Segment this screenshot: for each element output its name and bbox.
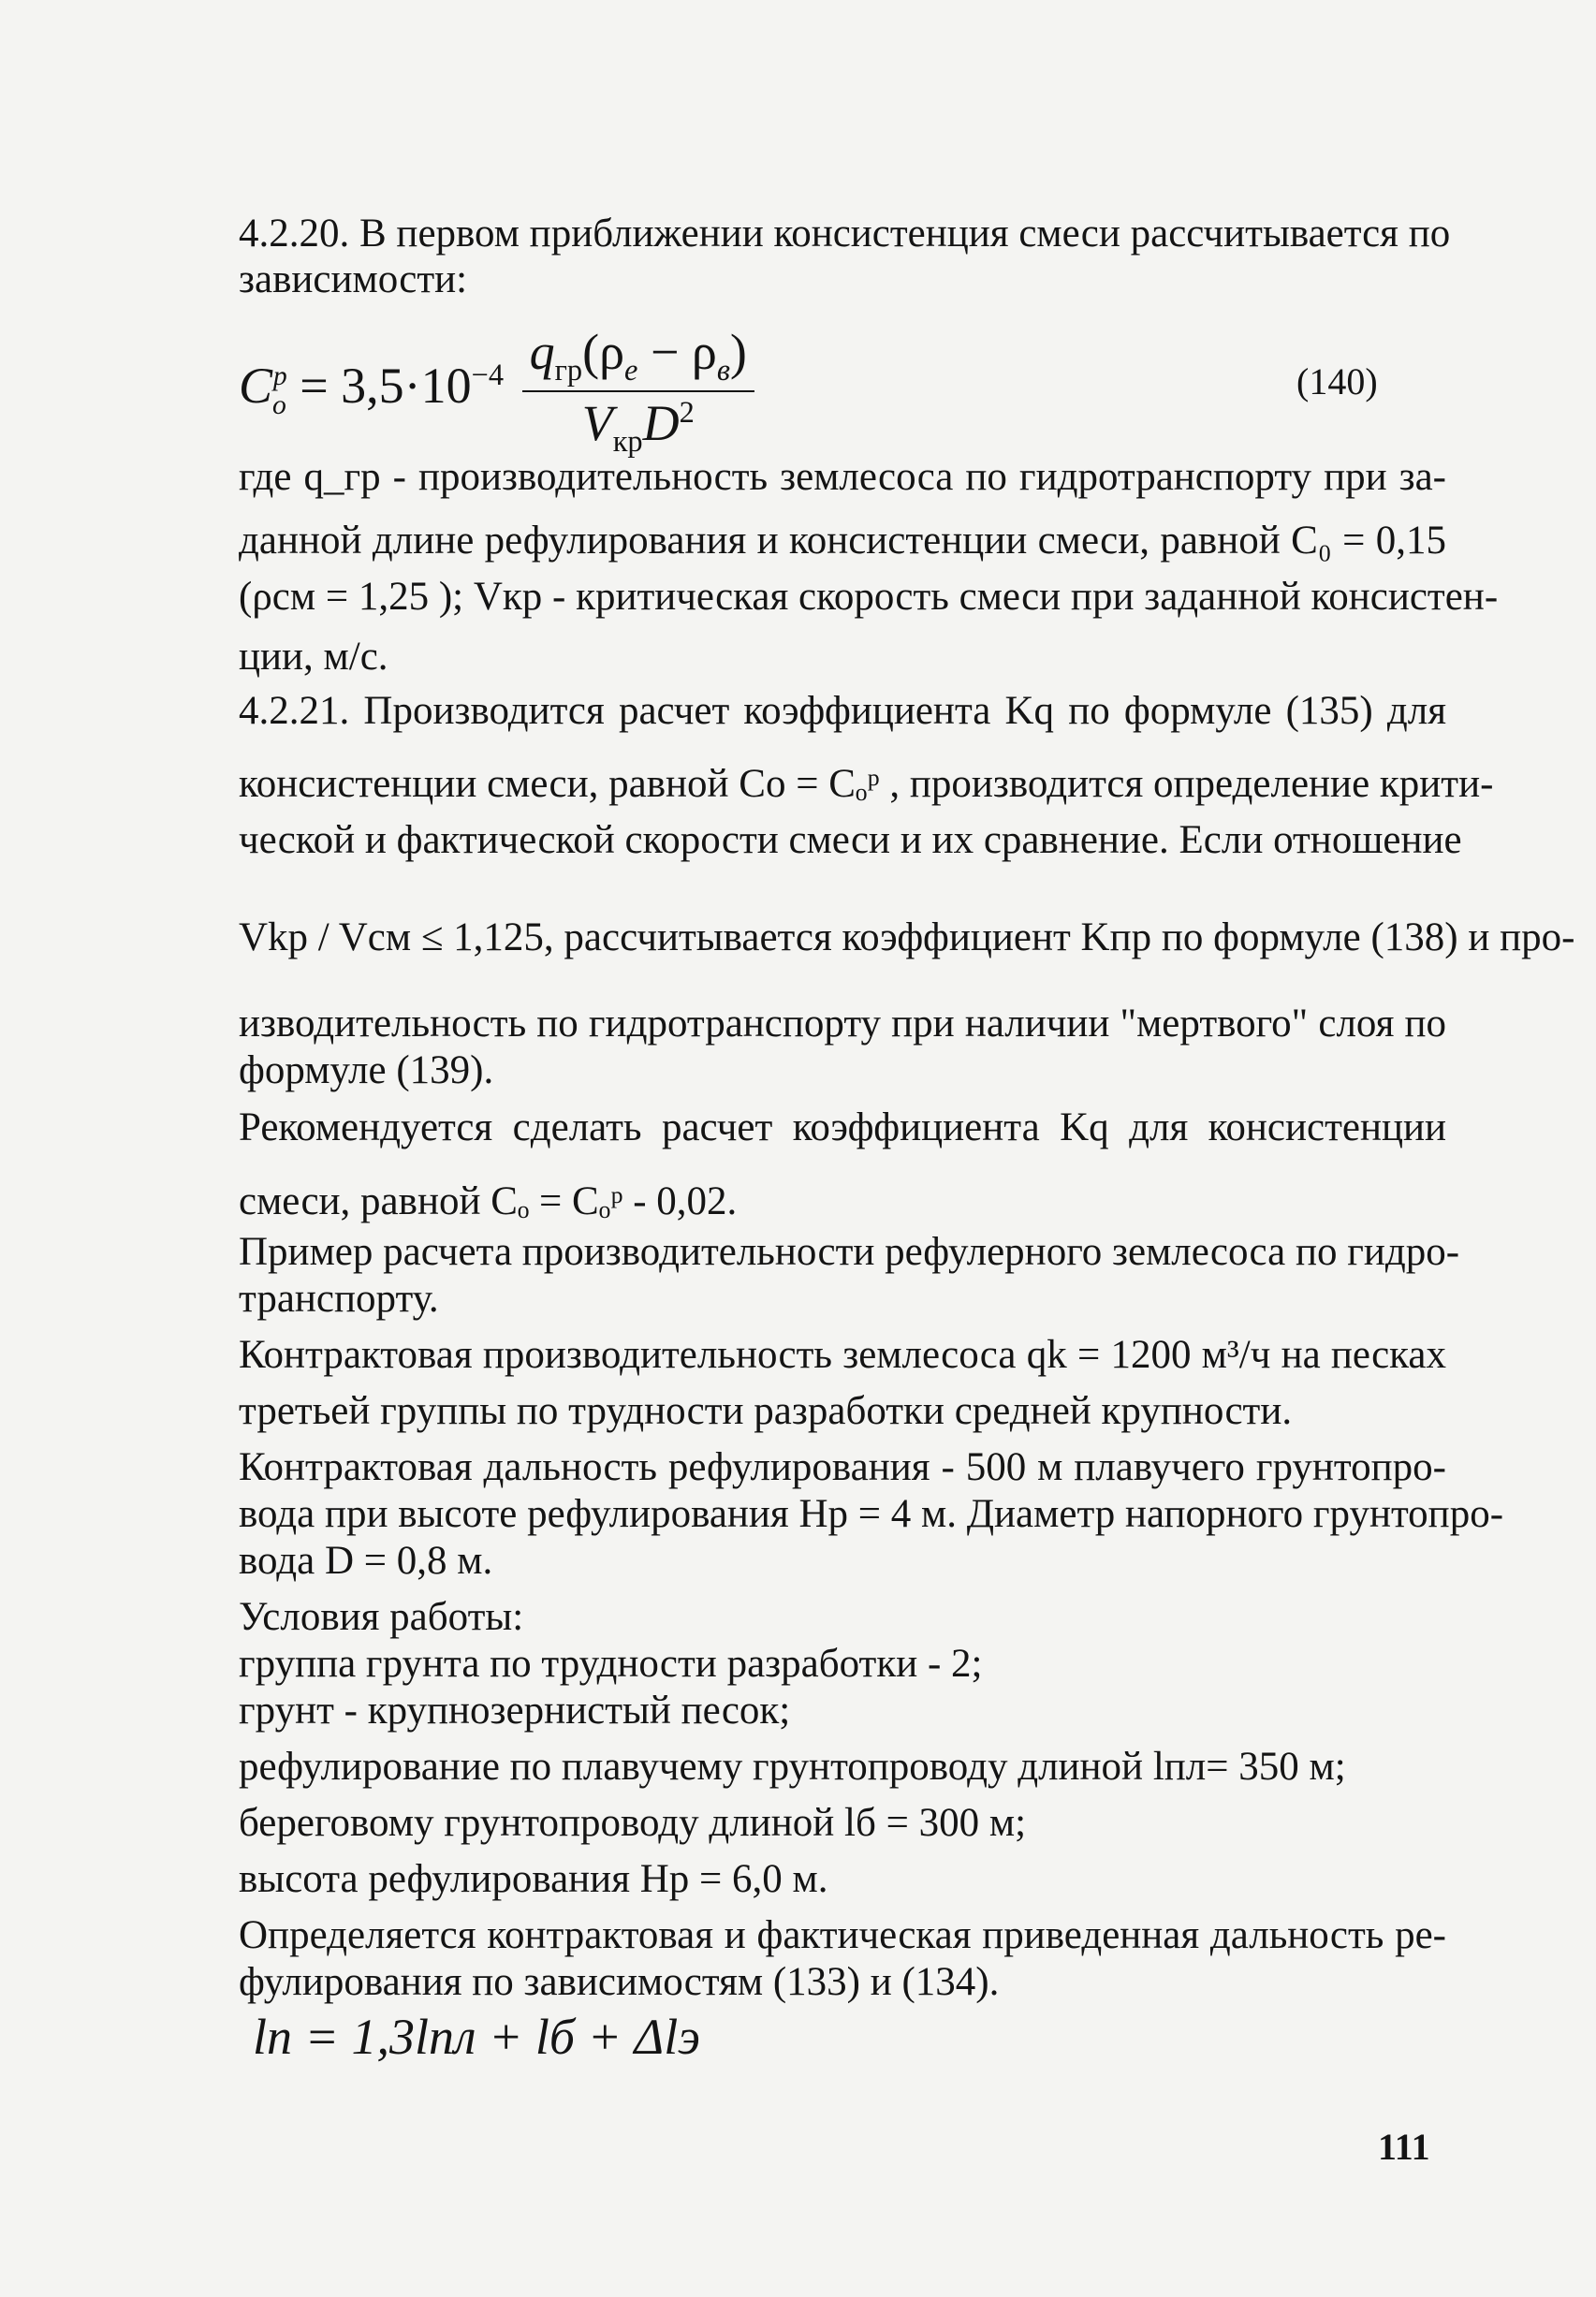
- para-line: Vkp / Vсм ≤ 1,125, рассчитывается коэффициент Kпр по формуле (138) и про-: [239, 915, 1575, 959]
- para-line: транспорту.: [239, 1277, 439, 1321]
- para-line: формуле (139).: [239, 1048, 494, 1092]
- para-line: Условия работы:: [239, 1595, 524, 1639]
- para-line: изводительность по гидротранспорту при наличии "мертвого" слоя по: [239, 1002, 1446, 1046]
- para-line: третьей группы по трудности разработки средней крупности.: [239, 1389, 1293, 1433]
- para-line: вода при высоте рефулирования Hр = 4 м. Диаметр напорного грунтопро-: [239, 1492, 1504, 1536]
- para-line: смеси, равной Cₒ = Cₒᵖ - 0,02.: [239, 1179, 738, 1223]
- para-line: Контрактовая производительность землесоса qk = 1200 м³/ч на песках: [239, 1333, 1446, 1377]
- para-line: 4.2.20. В первом приближении консистенция смеси рассчитывается по: [239, 212, 1451, 256]
- para-line: Контрактовая дальность рефулирования - 500 м плавучего грунтопро-: [239, 1445, 1446, 1489]
- para-line: консистенции смеси, равной Со = Cₒᵖ , производится определение крити-: [239, 762, 1494, 806]
- para-line: высота рефулирования Hр = 6,0 м.: [239, 1857, 828, 1901]
- para-line: (ρсм = 1,25 ); Vкр - критическая скорость смеси при заданной консистен-: [239, 575, 1499, 619]
- para-line: фулирования по зависимостям (133) и (134).: [239, 1960, 1000, 2004]
- formula-final: lп = 1,3lпл + lб + Δlэ: [253, 2009, 701, 2065]
- para-line: вода D = 0,8 м.: [239, 1539, 493, 1583]
- para-line: ции, м/с.: [239, 635, 388, 679]
- para-line: данной длине рефулирования и консистенции смеси, равной C₀ = 0,15: [239, 519, 1446, 563]
- para-line: береговому грунтопроводу длиной lб = 300 м;: [239, 1801, 1027, 1845]
- para-line: группа грунта по трудности разработки - 2;: [239, 1642, 983, 1686]
- para-line: ческой и фактической скорости смеси и их сравнение. Если отношение: [239, 818, 1462, 862]
- para-line: где q_гр - производительность землесоса по гидротранспорту при за-: [239, 455, 1446, 499]
- para-line: грунт - крупнозернистый песок;: [239, 1689, 791, 1733]
- para-line: зависимости:: [239, 257, 468, 301]
- page-number: 111: [1378, 2126, 1430, 2168]
- para-line: Определяется контрактовая и фактическая приведенная дальность ре-: [239, 1913, 1446, 1957]
- para-line: рефулирование по плавучему грунтопроводу длиной lпл= 350 м;: [239, 1745, 1346, 1789]
- formula-140: $C_o^p = 3,5\cdot 10^{-4}$ $\frac{q_{гр}(\rho_e - \rho_в)}{V_{кр}D^2}$: [239, 323, 754, 460]
- equation-number: (140): [1296, 360, 1378, 402]
- para-line: 4.2.21. Производится расчет коэффициента Kq по формуле (135) для: [239, 689, 1446, 733]
- para-line: Пример расчета производительности рефулерного землесоса по гидро-: [239, 1230, 1460, 1274]
- para-line: Рекомендуется сделать расчет коэффициента Kq для консистенции: [239, 1105, 1446, 1149]
